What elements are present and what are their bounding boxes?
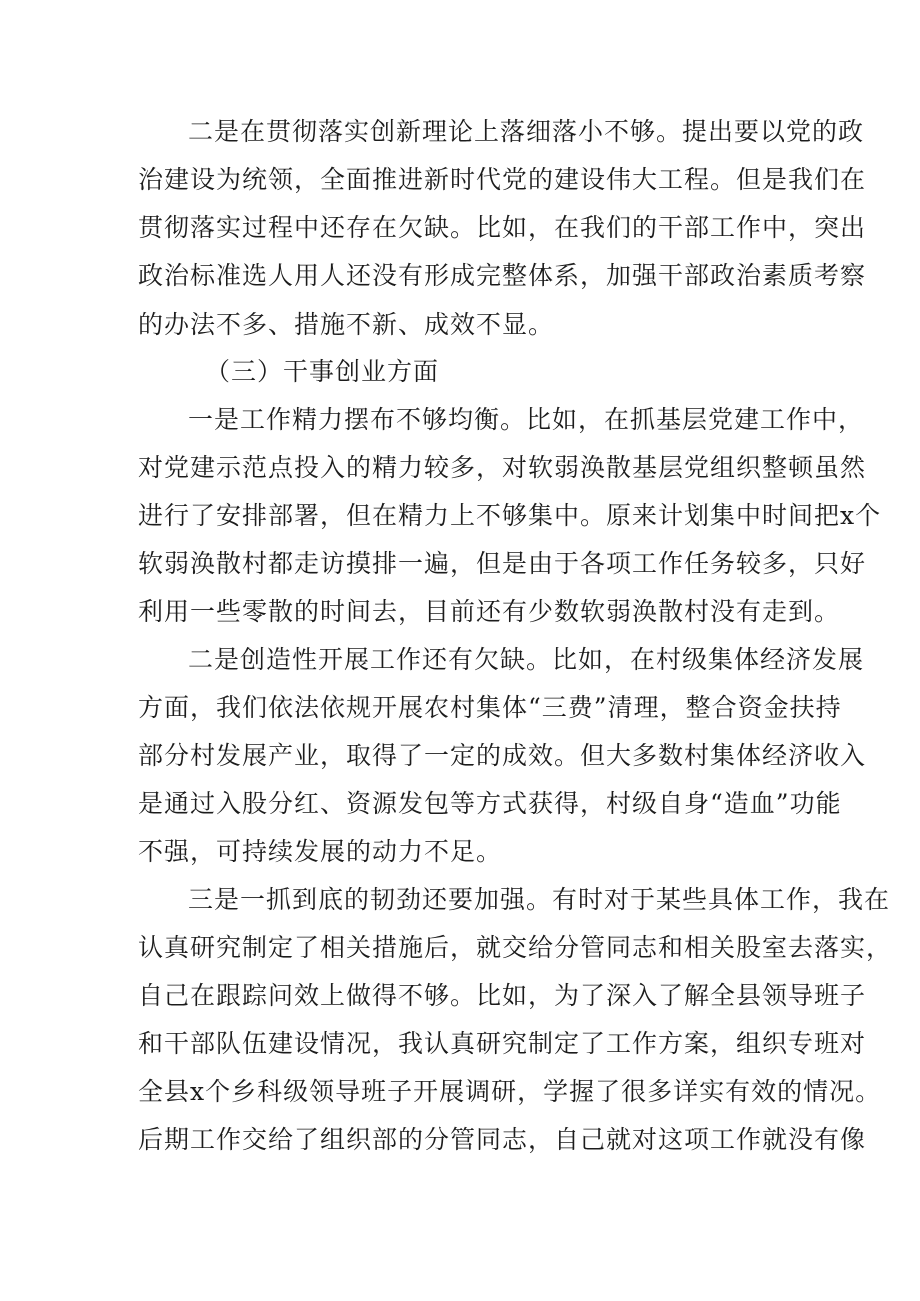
paragraph-line: 是通过入股分红、资源发包等方式获得，村级自身“造血”功能	[138, 789, 842, 818]
paragraph-line: 后期工作交给了组织部的分管同志，自己就对这项工作就没有像	[138, 1125, 867, 1154]
paragraph-line: 三是一抓到底的韧劲还要加强。有时对于某些具体工作，我在	[188, 885, 891, 914]
paragraph-line: 认真研究制定了相关措施后，就交给分管同志和相关股室去落实，	[138, 933, 893, 962]
paragraph-line: 对党建示范点投入的精力较多，对软弱涣散基层党组织整顿虽然	[138, 453, 867, 482]
paragraph-line: 治建设为统领，全面推进新时代党的建设伟大工程。但是我们在	[138, 165, 867, 194]
paragraph-line: 二是创造性开展工作还有欠缺。比如，在村级集体经济发展	[188, 645, 865, 674]
paragraph-line: 贯彻落实过程中还存在欠缺。比如，在我们的干部工作中，突出	[138, 213, 867, 242]
paragraph-line: 部分村发展产业，取得了一定的成效。但大多数村集体经济收入	[138, 741, 867, 770]
paragraph-line: 方面，我们依法依规开展农村集体“三费”清理，整合资金扶持	[138, 693, 842, 722]
paragraph-line: 利用一些零散的时间去，目前还有少数软弱涣散村没有走到。	[138, 597, 841, 626]
paragraph-line: 进行了安排部署，但在精力上不够集中。原来计划集中时间把x个	[138, 501, 882, 530]
paragraph-line: 和干部队伍建设情况，我认真研究制定了工作方案，组织专班对	[138, 1029, 867, 1058]
paragraph-line: 一是工作精力摆布不够均衡。比如，在抓基层党建工作中，	[188, 405, 865, 434]
section-heading: （三）干事创业方面	[205, 357, 440, 386]
paragraph-line: 不强，可持续发展的动力不足。	[138, 837, 503, 866]
paragraph-line: 软弱涣散村都走访摸排一遍，但是由于各项工作任务较多，只好	[138, 549, 867, 578]
paragraph-line: 政治标准选人用人还没有形成完整体系，加强干部政治素质考察	[138, 261, 867, 290]
paragraph-line: 二是在贯彻落实创新理论上落细落小不够。提出要以党的政	[188, 117, 865, 146]
paragraph-line: 的办法不多、措施不新、成效不显。	[138, 310, 555, 339]
paragraph-line: 全县x个乡科级领导班子开展调研，学握了很多详实有效的情况。	[138, 1077, 882, 1106]
paragraph-line: 自己在跟踪问效上做得不够。比如，为了深入了解全县领导班子	[138, 981, 867, 1010]
